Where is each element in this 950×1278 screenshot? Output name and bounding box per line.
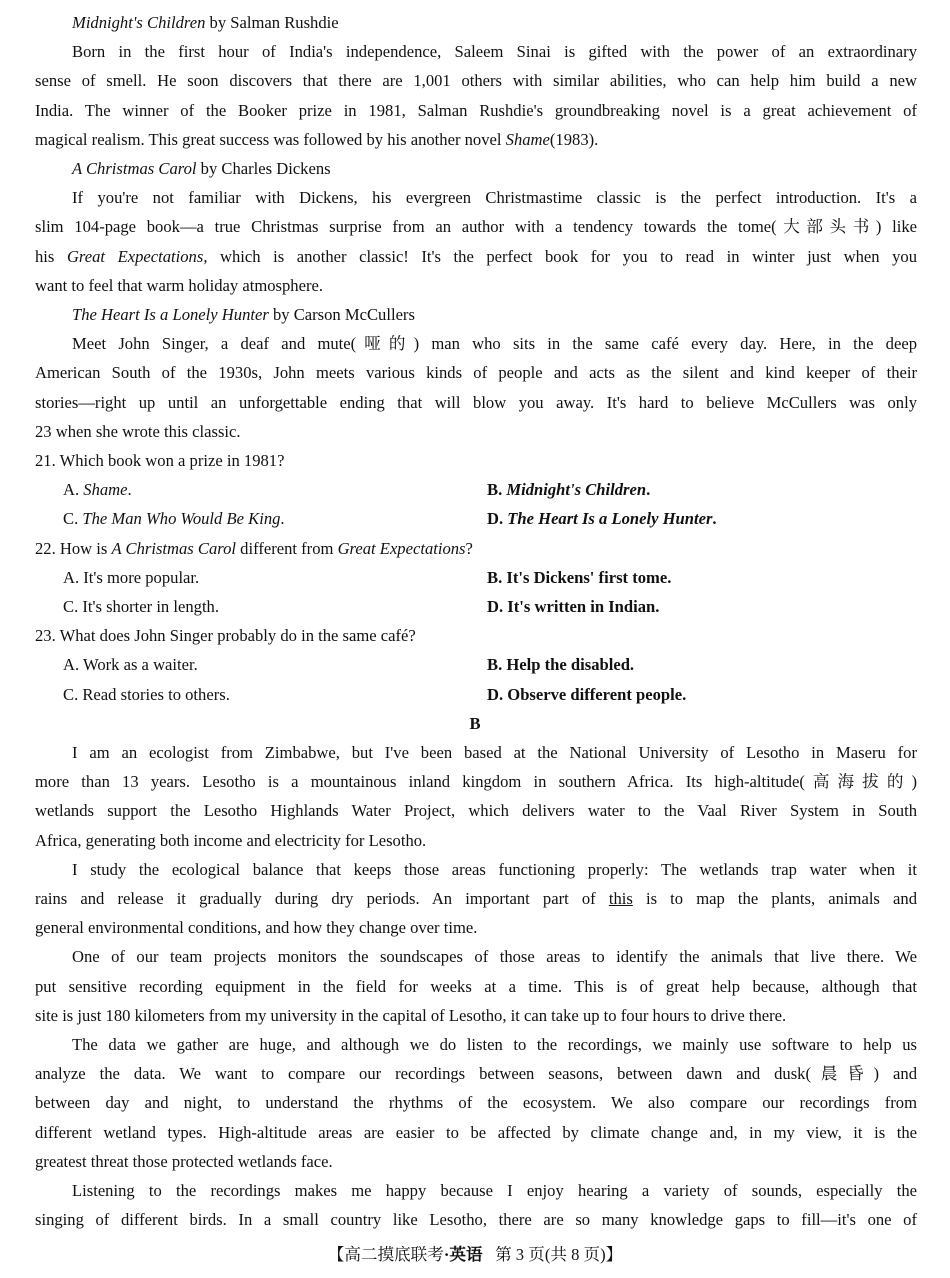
text-run: The data we gather are huge, and although we do listen to the recordings, we mainly use software to help us	[72, 1035, 917, 1054]
italic-title: The Heart Is a Lonely Hunter	[72, 305, 269, 324]
text-run: Meet John Singer, a deaf and mute(哑的) man who sits in the same café every day. Here, in the deep	[72, 334, 917, 354]
paragraph-line	[35, 99, 917, 123]
answer-option	[487, 683, 686, 707]
text-run: between day and night, to understand the rhythms of the ecosystem. We also compare our recordings from	[35, 1093, 917, 1113]
italic-title: The Man Who Would Be King	[82, 509, 281, 529]
text-run: Africa, generating both income and electricity for Lesotho.	[35, 830, 427, 850]
footer-bracket-open: 【	[327, 1245, 345, 1264]
answer-option	[63, 478, 132, 502]
answer-option	[487, 566, 671, 590]
text-run: site is just 180 kilometers from my university in the capital of Lesotho, it can take up to four hours to drive there.	[35, 1005, 787, 1025]
answer-option	[63, 683, 230, 707]
paragraph-line	[72, 945, 917, 969]
text-run: American South of the 1930s, John meets various kinds of people and acts as the silent and kind keeper of their	[35, 363, 917, 383]
text-run: C.	[63, 509, 83, 529]
section-heading	[0, 712, 950, 736]
italic-title: A Christmas Carol	[72, 159, 197, 178]
answer-option	[487, 653, 634, 677]
paragraph-line	[35, 975, 917, 999]
paragraph-line	[35, 1150, 917, 1174]
paragraph-line	[35, 274, 917, 298]
paragraph-line	[72, 332, 917, 356]
text-run: wetlands support the Lesotho Highlands Water Project, which delivers water to the Vaal River System in South	[35, 801, 917, 821]
text-run: greatest threat those protected wetlands face.	[35, 1151, 333, 1171]
paragraph-line	[35, 1208, 917, 1232]
paragraph-line	[35, 1121, 917, 1145]
paragraph-line	[72, 186, 917, 210]
text-run: B.	[487, 480, 507, 500]
paragraph-line	[35, 1004, 917, 1028]
paragraph-line	[35, 1062, 917, 1086]
answer-option	[63, 653, 198, 677]
text-run: ?	[465, 538, 473, 558]
text-run: C. It's shorter in length.	[63, 597, 220, 616]
text-run: stories—right up until an unforgettable ending that will blow you away. It's hard to believe McCullers was only	[35, 392, 917, 412]
italic-title: Great Expectations	[337, 538, 466, 558]
paragraph-line	[72, 40, 917, 64]
text-run: (1983).	[549, 129, 599, 149]
text-run: rains and release it gradually during dry periods. An important part of	[35, 889, 609, 908]
paragraph-line	[35, 799, 917, 823]
text-run: analyze the data. We want to compare our recordings between seasons, between dawn and dusk(晨昏) and	[35, 1064, 917, 1084]
italic-title: Great Expectations	[66, 246, 204, 266]
text-run: .	[646, 480, 651, 500]
paragraph-line	[72, 1033, 917, 1057]
text-run: 23. What does John Singer probably do in the same café?	[35, 626, 416, 646]
text-run: Born in the first hour of India's independence, Saleem Sinai is gifted with the power of an extraordinary	[72, 42, 917, 62]
footer-bracket-close: 】	[605, 1245, 623, 1264]
paragraph-line	[72, 858, 917, 882]
text-run: put sensitive recording equipment in the field for weeks at a time. This is of great help because, although that	[35, 976, 917, 996]
text-run: .	[712, 509, 717, 529]
answer-options-row	[35, 683, 917, 707]
question-stem	[35, 537, 917, 561]
text-run: D.	[487, 509, 508, 529]
answer-options-row	[35, 653, 917, 677]
text-run: , which is another classic! It's the perfect book for you to read in winter just when you	[203, 246, 917, 266]
footer-exam: 高二摸底联考	[344, 1245, 444, 1264]
text-run: If you're not familiar with Dickens, his evergreen Christmastime classic is the perfect introduction. It's a	[72, 188, 917, 208]
text-run: different from	[236, 538, 338, 558]
paragraph-line	[35, 245, 917, 269]
text-run: I am an ecologist from Zimbabwe, but I've been based at the National University of Lesotho in Maseru for	[72, 743, 917, 762]
text-run: general environmental conditions, and how they change over time.	[35, 918, 478, 938]
paragraph-line	[72, 1179, 917, 1203]
answer-option	[487, 595, 659, 619]
text-run: I study the ecological balance that keeps those areas functioning properly: The wetlands trap water when it	[72, 859, 917, 879]
text-run: A.	[63, 480, 84, 500]
italic-title: Shame	[505, 129, 550, 149]
paragraph-line	[35, 829, 917, 853]
text-run: 22. How is	[35, 538, 112, 558]
answer-option	[63, 566, 199, 590]
footer-subject: 英语	[449, 1245, 483, 1264]
footer-dot: ·	[443, 1245, 450, 1264]
text-run: magical realism. This great success was followed by his another novel	[35, 129, 506, 149]
text-run: different wetland types. High-altitude areas are easier to be affected by climate change and, in my view, it is the	[35, 1122, 917, 1142]
text-run: .	[280, 509, 285, 529]
paragraph-line	[35, 69, 917, 93]
paragraph-line	[35, 391, 917, 415]
paragraph-line	[72, 741, 917, 765]
italic-title: The Heart Is a Lonely Hunter	[507, 509, 713, 529]
paragraph-line	[35, 887, 917, 911]
paragraph-line	[72, 157, 917, 181]
paragraph-line	[35, 215, 917, 239]
answer-options-row	[35, 595, 917, 619]
italic-title: Shame	[83, 480, 128, 500]
text-run: India. The winner of the Booker prize in 1981, Salman Rushdie's groundbreaking novel is a great achievement of	[35, 100, 917, 120]
answer-option	[63, 507, 285, 531]
text-run: is to map the plants, animals and	[632, 889, 917, 908]
paragraph-line	[35, 128, 917, 152]
paragraph-line	[72, 303, 917, 327]
text-run: C. Read stories to others.	[63, 684, 230, 704]
paragraph-line	[35, 916, 917, 940]
paragraph-line	[35, 770, 917, 794]
text-run: sense of smell. He soon discovers that there are 1,001 others with similar abilities, who can help him build a new	[35, 71, 917, 91]
text-run: A. Work as a waiter.	[63, 655, 198, 675]
text-run: A. It's more popular.	[63, 567, 200, 587]
text-run: more than 13 years. Lesotho is a mountainous inland kingdom in southern Africa. Its high-altitude(高海拔的)	[35, 772, 917, 792]
paragraph-line	[35, 361, 917, 385]
text-run: D. It's written in Indian.	[487, 597, 660, 616]
paragraph-line	[35, 1091, 917, 1115]
text-run: singing of different birds. In a small country like Lesotho, there are so many knowledge gaps to fill—it's one of	[35, 1210, 917, 1230]
question-stem	[35, 624, 917, 648]
text-run: by Salman Rushdie	[205, 13, 339, 32]
paragraph-line	[72, 11, 917, 35]
answer-option	[487, 478, 650, 502]
text-run: want to feel that warm holiday atmosphere.	[35, 275, 323, 295]
italic-title: Midnight's Children	[506, 480, 647, 500]
footer-page-number: 第 3 页(共 8 页)	[495, 1245, 606, 1264]
text-run: 21. Which book won a prize in 1981?	[35, 451, 285, 470]
text-run: .	[127, 480, 132, 500]
question-stem	[35, 449, 917, 473]
text-run: slim 104-page book—a true Christmas surprise from an author with a tendency towards the tome(大部头书) like	[35, 217, 917, 237]
answer-option	[487, 507, 717, 531]
text-run: B	[469, 713, 481, 733]
underlined-word: this	[608, 889, 633, 908]
answer-option	[63, 595, 219, 619]
answer-options-row	[35, 566, 917, 590]
text-run: by Charles Dickens	[196, 159, 331, 178]
text-run: One of our team projects monitors the soundscapes of those areas to identify the animals that live there. We	[72, 947, 917, 967]
text-run: by Carson McCullers	[268, 305, 415, 324]
text-run: B. Help the disabled.	[487, 655, 635, 675]
text-run: B. It's Dickens' first tome.	[487, 567, 672, 587]
italic-title: A Christmas Carol	[111, 538, 237, 558]
text-run: D. Observe different people.	[487, 684, 687, 704]
answer-options-row	[35, 478, 917, 502]
page-footer	[0, 1243, 950, 1267]
text-run: his	[35, 246, 67, 266]
text-run: 23 when she wrote this classic.	[35, 421, 241, 441]
text-run: Listening to the recordings makes me happy because I enjoy hearing a variety of sounds, especially the	[72, 1181, 917, 1200]
answer-options-row	[35, 507, 917, 531]
italic-title: Midnight's Children	[72, 13, 206, 32]
paragraph-line	[35, 420, 917, 444]
